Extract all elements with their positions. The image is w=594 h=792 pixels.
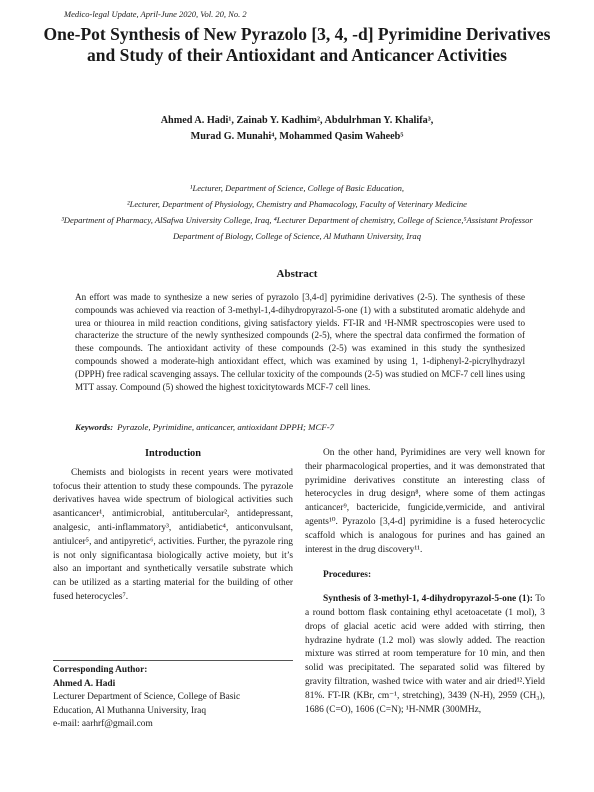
procedures-heading: Procedures: xyxy=(323,570,372,581)
corr-heading: Corresponding Author: xyxy=(53,665,148,675)
keywords-text: Pyrazole, Pyrimidine, anticancer, antioxidant DPPH; MCF-7 xyxy=(117,422,335,432)
affiliation-1: ¹Lecturer, Department of Science, College of Basic Education, xyxy=(189,183,405,193)
keywords xyxy=(75,422,525,432)
corr-email[interactable]: e-mail: aarhrf@gmail.com xyxy=(53,719,153,729)
author-list xyxy=(60,113,534,145)
synthesis-text: To a round bottom flask containing ethyl acetoacetate (1 mol), 3 drops of glacial acetic acid were added with stirring, then hydrazine hydrate (1.2 mol) was slowly added. The reaction mixture was stirred at room temperature for 10 min, and then solid was precipitated. The separated solid was filtered by gravity filtration, washed twice with water and air dried¹².Yield 81%. FT-IR (KBr, cm⁻¹, stretching), 3439 (N-H), 2959 (CH₃), 1686 (C=O), 1606 (C=N); ¹H-NMR (300MHz, xyxy=(305,594,545,715)
authors-line-2: Murad G. Munahi⁴, Mohammed Qasim Waheeb⁵ xyxy=(190,131,404,142)
authors-line-1: Ahmed A. Hadi¹, Zainab Y. Kadhim², Abdulrhman Y. Khalifa³, xyxy=(160,115,434,126)
left-column xyxy=(53,447,293,605)
running-header: Medico-legal Update, April-June 2020, Vol. 20, No. 2 xyxy=(64,9,247,19)
corr-address-2: Education, Al Muthanna University, Iraq xyxy=(53,705,207,716)
intro-heading: Introduction xyxy=(145,448,201,459)
corr-address-1: Lecturer Department of Science, College of Basic xyxy=(53,692,241,702)
affiliation-3: ³Department of Pharmacy, AlSafwa University College, Iraq, ⁴Lecturer Department of chemistry, College of Science,⁵Assistant Professor Department of Biology, College of Science, Al Muthann University, Iraq xyxy=(61,215,533,241)
corr-name: Ahmed A. Hadi xyxy=(53,678,116,689)
paper-title: One-Pot Synthesis of New Pyrazolo [3, 4, -d] Pyrimidine Derivatives and Study of their Antioxidant and Anticancer Activities xyxy=(43,24,551,65)
pyrimidine-paragraph: On the other hand, Pyrimidines are very well known for their pharmacological properties, and it was demonstrated that pyrimidine derivatives constitute an interesting class of heterocycles in drug design⁸, where some of them actingas anticancer⁹, bactericide, fungicide,vermicide, and antiviral agents¹⁰. Pyrazolo [3,4-d] pyrimidine is a fused heterocyclic scaffold which is analogous for purines and has gained an interest in the drug discovery¹¹. xyxy=(305,448,545,555)
synthesis-paragraph xyxy=(305,593,545,717)
affiliations xyxy=(55,180,539,244)
keywords-label: Keywords: xyxy=(75,422,114,432)
abstract-body: An effort was made to synthesize a new series of pyrazolo [3,4-d] pyrimidine derivatives (2-5). The synthesis of these compounds was achieved via reaction of 3-methyl-1,4-dihydropyrazol-5-one (1) with a substituted aromatic aldehyde and urea or thiourea in mild reaction conditions, giving satisfactory yields. FT-IR and ¹H-NMR spectroscopies were used to characterize the structure of the newly synthesized compounds (2-5), where the spectral data confirmed the formation of these compounds. The antioxidant activity of these compounds (2-5) was examined in this study the synthesized compounds showed a moderate-high antioxidant effect, which was examined by using 1, 1-diphenyl-2-picrylhydrazyl (DPPH) free radical scavenging assays. The cellular toxicity of the compounds (2-5) was studied on MCF-7 cell lines using MTT assay. Compound (5) showed the highest toxicitytowards MCF-7 cell lines. xyxy=(75,292,525,392)
footnote-divider xyxy=(53,660,293,661)
right-column xyxy=(305,447,545,717)
affiliation-2: ²Lecturer, Department of Physiology, Chemistry and Phamacology, Faculty of Veterinary Medicine xyxy=(127,199,467,209)
corresponding-author-block xyxy=(53,664,293,732)
intro-paragraph: Chemists and biologists in recent years were motivated tofocus their attention to study these compounds. The pyrazole derivatives havea wide spectrum of biological activities such asanticancer¹, antimicrobial, antitubercular², antidepressant, analgesic, anti-inflammatory³, antidiabetic⁴, anticonvulsant, antiulcer⁵, and antipyretic⁶, activities. Further, the pyrazole ring is not only significantasa biologically active moiety, but it’s also an important and synthetically versatile substrate which can be utilized as a starting material for the building of other fused heterocycles⁷. xyxy=(53,467,293,602)
synthesis-title: Synthesis of 3-methyl-1, 4-dihydropyrazol-5-one (1): xyxy=(323,594,533,605)
abstract-heading: Abstract xyxy=(276,268,318,280)
